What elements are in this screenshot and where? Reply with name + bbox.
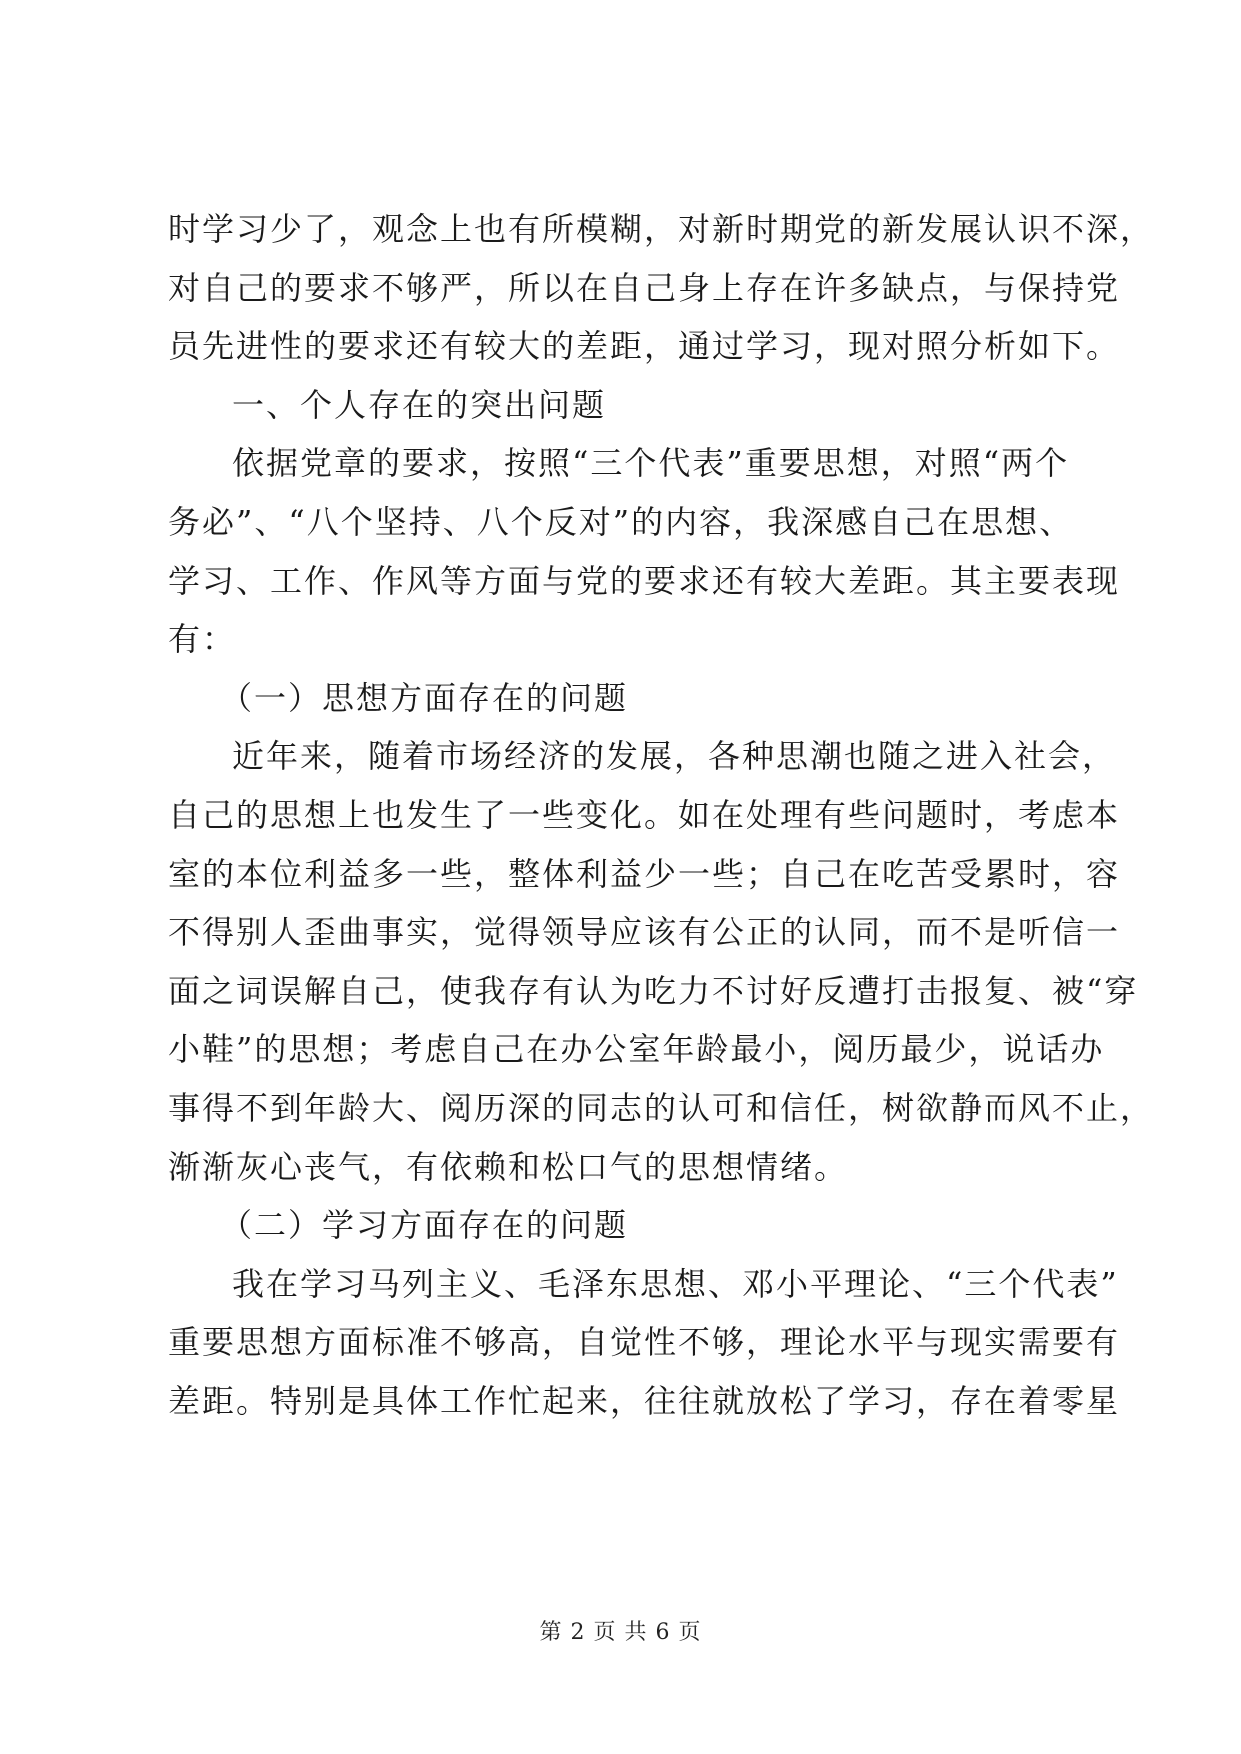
text-line: 一、个人存在的突出问题	[232, 385, 607, 424]
document-body	[168, 200, 1155, 1430]
text-line: 依据党章的要求，按照“三个代表”重要思想，对照“两个	[232, 444, 1070, 483]
text-line: 重要思想方面标准不够高，自觉性不够，理论水平与现实需要有	[168, 1323, 1121, 1362]
text-line: 自己的思想上也发生了一些变化。如在处理有些问题时，考虑本	[168, 795, 1121, 834]
text-line: 员先进性的要求还有较大的差距，通过学习，现对照分析如下。	[168, 327, 1121, 366]
text-line: 小鞋”的思想；考虑自己在办公室年龄最小，阅历最少，说话办	[168, 1030, 1105, 1069]
page-footer: 第 2 页 共 6 页	[539, 1620, 702, 1645]
text-line: 时学习少了，观念上也有所模糊，对新时期党的新发展认识不深，	[168, 210, 1155, 248]
text-line: 我在学习马列主义、毛泽东思想、邓小平理论、“三个代表”	[232, 1264, 1119, 1303]
text-line: （二）学习方面存在的问题	[220, 1206, 629, 1245]
text-line: （一）思想方面存在的问题	[220, 678, 629, 717]
text-line: 差距。特别是具体工作忙起来，往往就放松了学习，存在着零星	[168, 1381, 1121, 1420]
text-line: 不得别人歪曲事实，觉得领导应该有公正的认同，而不是听信一	[168, 913, 1121, 952]
text-line: 务必”、“八个坚持、八个反对”的内容，我深感自己在思想、	[168, 502, 1074, 541]
text-line: 对自己的要求不够严，所以在自己身上存在许多缺点，与保持党	[168, 268, 1121, 307]
text-line: 室的本位利益多一些，整体利益少一些；自己在吃苦受累时，容	[168, 854, 1121, 893]
text-line: 学习、工作、作风等方面与党的要求还有较大差距。其主要表现	[168, 561, 1121, 600]
text-line: 面之词误解自己，使我存有认为吃力不讨好反遭打击报复、被“穿	[168, 971, 1139, 1010]
text-line: 事得不到年龄大、阅历深的同志的认可和信任，树欲静而风不止，	[168, 1088, 1155, 1127]
text-line: 渐渐灰心丧气，有依赖和松口气的思想情绪。	[168, 1147, 849, 1186]
text-line: 近年来，随着市场经济的发展，各种思潮也随之进入社会，	[232, 737, 1117, 776]
text-line: 有：	[168, 620, 237, 659]
